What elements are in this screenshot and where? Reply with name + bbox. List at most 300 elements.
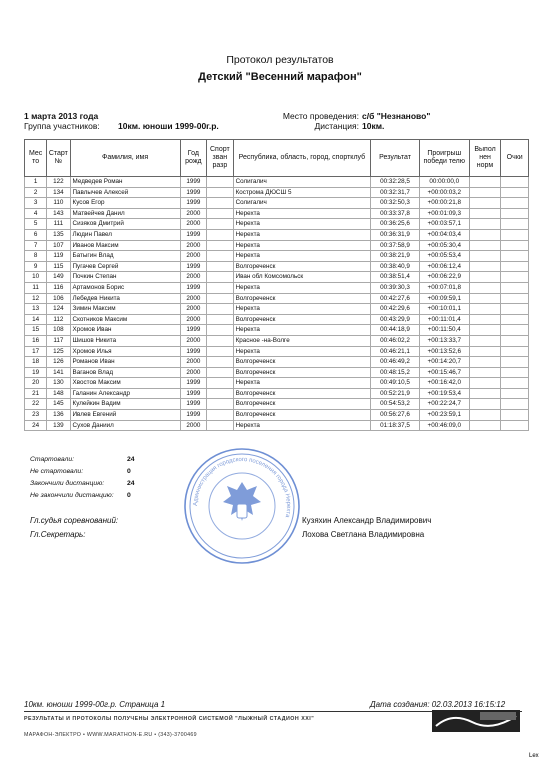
cell-name: Ивлев Евгений <box>70 410 180 421</box>
cell-sport-rank <box>207 410 233 421</box>
table-row <box>25 272 529 283</box>
cell-region-club: Волгореченск <box>233 314 371 325</box>
table-row <box>25 314 529 325</box>
table-row <box>25 293 529 304</box>
cell-start-number: 141 <box>47 367 70 378</box>
cell-birth-year: 1999 <box>180 378 206 389</box>
cell-birth-year: 2000 <box>180 240 206 251</box>
cell-gap: +00:19:53,4 <box>419 388 469 399</box>
cell-start-number: 106 <box>47 293 70 304</box>
cell-result: 00:44:18,9 <box>371 325 420 336</box>
cell-region-club: Волгореченск <box>233 388 371 399</box>
cell-gap: +00:15:46,7 <box>419 367 469 378</box>
stat-started-value: 24 <box>127 456 135 463</box>
cell-gap: +00:01:09,3 <box>419 208 469 219</box>
marathon-logo-icon <box>432 708 520 734</box>
stat-not-finished-label: Не закончили дистанцию: <box>30 492 114 499</box>
cell-start-number: 110 <box>47 198 70 209</box>
cell-region-club: Нерехта <box>233 282 371 293</box>
cell-result: 00:46:02,2 <box>371 335 420 346</box>
cell-gap: +00:09:59,1 <box>419 293 469 304</box>
cell-result: 00:52:21,9 <box>371 388 420 399</box>
cell-region-club: Солигалич <box>233 177 371 188</box>
cell-result: 00:32:50,3 <box>371 198 420 209</box>
cell-birth-year: 1999 <box>180 346 206 357</box>
stat-not-finished-value: 0 <box>127 492 131 499</box>
cell-sport-rank <box>207 357 233 368</box>
cell-norm <box>469 378 501 389</box>
cell-gap: +00:13:33,7 <box>419 335 469 346</box>
cell-birth-year: 2000 <box>180 208 206 219</box>
cell-points <box>501 251 529 262</box>
cell-place: 11 <box>25 282 47 293</box>
stat-finished-label: Закончили дистанцию: <box>30 480 105 487</box>
cell-place: 23 <box>25 410 47 421</box>
cell-region-club: Иван обл Комсомольск <box>233 272 371 283</box>
cell-gap: +00:11:50,4 <box>419 325 469 336</box>
cell-start-number: 122 <box>47 177 70 188</box>
judge-name: Кузяхин Александр Владимирович <box>302 516 432 525</box>
cell-points <box>501 272 529 283</box>
cell-gap: +00:46:09,0 <box>419 420 469 431</box>
cell-sport-rank <box>207 177 233 188</box>
footer-contacts: МАРАФОН-ЭЛЕКТРО • WWW.MARATHON-E.RU • (343)-3700469 <box>24 732 197 738</box>
header-sport-rank: Спорт зван разр <box>207 140 233 177</box>
cell-start-number: 108 <box>47 325 70 336</box>
cell-place: 21 <box>25 388 47 399</box>
table-header-row <box>25 140 529 177</box>
cell-gap: +00:14:20,7 <box>419 357 469 368</box>
cell-birth-year: 1999 <box>180 229 206 240</box>
cell-region-club: Нерехта <box>233 325 371 336</box>
table-row <box>25 367 529 378</box>
cell-region-club: Нерехта <box>233 229 371 240</box>
cell-place: 15 <box>25 325 47 336</box>
cell-name: Павлычев Алексей <box>70 187 180 198</box>
cell-start-number: 143 <box>47 208 70 219</box>
cell-points <box>501 240 529 251</box>
stat-not-started-value: 0 <box>127 468 131 475</box>
cell-sport-rank <box>207 219 233 230</box>
cell-result: 00:39:30,3 <box>371 282 420 293</box>
cell-birth-year: 1999 <box>180 325 206 336</box>
cell-sport-rank <box>207 378 233 389</box>
cell-place: 1 <box>25 177 47 188</box>
cell-gap: +00:13:52,6 <box>419 346 469 357</box>
cell-start-number: 139 <box>47 420 70 431</box>
cell-gap: +00:04:03,4 <box>419 229 469 240</box>
cell-name: Хвостов Максим <box>70 378 180 389</box>
table-row <box>25 357 529 368</box>
cell-start-number: 145 <box>47 399 70 410</box>
cell-points <box>501 420 529 431</box>
cell-name: Галанин Александр <box>70 388 180 399</box>
cell-place: 2 <box>25 187 47 198</box>
cell-name: Романов Иван <box>70 357 180 368</box>
cell-name: Почкин Степан <box>70 272 180 283</box>
cell-place: 14 <box>25 314 47 325</box>
cell-points <box>501 177 529 188</box>
cell-start-number: 130 <box>47 378 70 389</box>
cell-gap: +00:03:57,1 <box>419 219 469 230</box>
cell-points <box>501 208 529 219</box>
protocol-title: Протокол результатов <box>226 54 334 66</box>
cell-start-number: 149 <box>47 272 70 283</box>
cell-name: Хромов Иван <box>70 325 180 336</box>
cell-place: 4 <box>25 208 47 219</box>
cell-gap: 00:00:00,0 <box>419 177 469 188</box>
cell-region-club: Красное -на-Волге <box>233 335 371 346</box>
footer-created-date: Дата создания: 02.03.2013 16:15:12 <box>370 700 506 709</box>
cell-norm <box>469 410 501 421</box>
cell-result: 00:43:29,9 <box>371 314 420 325</box>
header-points: Очки <box>501 140 529 177</box>
table-row <box>25 335 529 346</box>
cell-norm <box>469 314 501 325</box>
stat-not-started-label: Не стартовали: <box>30 468 84 475</box>
official-seal-stamp <box>182 446 302 566</box>
cell-sport-rank <box>207 240 233 251</box>
cell-start-number: 117 <box>47 335 70 346</box>
cell-result: 00:42:29,6 <box>371 304 420 315</box>
cell-start-number: 135 <box>47 229 70 240</box>
cell-birth-year: 1999 <box>180 198 206 209</box>
cell-sport-rank <box>207 187 233 198</box>
cell-points <box>501 261 529 272</box>
cell-name: Скотников Максим <box>70 314 180 325</box>
cell-gap: +00:00:21,8 <box>419 198 469 209</box>
cell-norm <box>469 304 501 315</box>
cell-birth-year: 1999 <box>180 187 206 198</box>
secretary-name: Лохова Светлана Владимировна <box>302 530 425 539</box>
cell-points <box>501 357 529 368</box>
cell-points <box>501 229 529 240</box>
table-row <box>25 410 529 421</box>
cell-region-club: Солигалич <box>233 198 371 209</box>
cell-name: Лебедев Никита <box>70 293 180 304</box>
secretary-label: Гл.Секретарь: <box>30 530 86 539</box>
cell-name: Иванов Максим <box>70 240 180 251</box>
header-gap: Проигрыш победи телю <box>419 140 469 177</box>
cell-birth-year: 2000 <box>180 304 206 315</box>
cell-sport-rank <box>207 346 233 357</box>
cell-region-club: Волгореченск <box>233 367 371 378</box>
venue-value: с/б "Незнаново" <box>362 111 431 121</box>
cell-name: Медведев Роман <box>70 177 180 188</box>
cell-region-club: Нерехта <box>233 240 371 251</box>
table-row <box>25 229 529 240</box>
cell-start-number: 136 <box>47 410 70 421</box>
cell-result: 00:38:21,9 <box>371 251 420 262</box>
table-row <box>25 177 529 188</box>
table-row <box>25 198 529 209</box>
cell-result: 00:33:37,8 <box>371 208 420 219</box>
footer-software-note: РЕЗУЛЬТАТЫ И ПРОТОКОЛЫ ПОЛУЧЕНЫ ЭЛЕКТРОННОЙ СИСТЕМОЙ "ЛЫЖНЫЙ СТАДИОН XXI" <box>24 716 315 722</box>
cell-points <box>501 399 529 410</box>
cell-sport-rank <box>207 282 233 293</box>
cell-name: Хромов Илья <box>70 346 180 357</box>
cell-result: 00:56:27,6 <box>371 410 420 421</box>
cell-norm <box>469 240 501 251</box>
footer-page-info: 10км. юноши 1999-00г.р. Страница 1 <box>24 700 166 709</box>
cell-name: Ваганов Влад <box>70 367 180 378</box>
table-row <box>25 282 529 293</box>
group-label: Группа участников: <box>24 121 100 131</box>
cell-place: 6 <box>25 229 47 240</box>
cell-norm <box>469 420 501 431</box>
cell-norm <box>469 251 501 262</box>
cell-gap: +00:11:01,4 <box>419 314 469 325</box>
corner-watermark: Lex <box>529 753 539 759</box>
cell-birth-year: 1999 <box>180 282 206 293</box>
cell-birth-year: 1999 <box>180 388 206 399</box>
cell-norm <box>469 187 501 198</box>
cell-birth-year: 2000 <box>180 357 206 368</box>
cell-region-club: Волгореченск <box>233 357 371 368</box>
cell-norm <box>469 261 501 272</box>
cell-norm <box>469 219 501 230</box>
cell-sport-rank <box>207 304 233 315</box>
table-row <box>25 240 529 251</box>
cell-place: 5 <box>25 219 47 230</box>
cell-norm <box>469 208 501 219</box>
cell-points <box>501 378 529 389</box>
cell-region-club: Нерехта <box>233 304 371 315</box>
table-row <box>25 388 529 399</box>
table-row <box>25 251 529 262</box>
group-value: 10км. юноши 1999-00г.р. <box>118 121 219 131</box>
cell-points <box>501 410 529 421</box>
cell-result: 01:18:37,5 <box>371 420 420 431</box>
cell-name: Матвейчев Данил <box>70 208 180 219</box>
stat-finished-value: 24 <box>127 480 135 487</box>
cell-name: Артамонов Борис <box>70 282 180 293</box>
cell-name: Шишов Никита <box>70 335 180 346</box>
venue-label: Место проведения: <box>282 111 359 121</box>
judge-label: Гл.судья соревнований: <box>30 516 119 525</box>
distance-label: Дистанция: <box>314 121 359 131</box>
cell-place: 3 <box>25 198 47 209</box>
cell-sport-rank <box>207 229 233 240</box>
cell-birth-year: 1999 <box>180 399 206 410</box>
cell-place: 18 <box>25 357 47 368</box>
cell-sport-rank <box>207 388 233 399</box>
cell-start-number: 116 <box>47 282 70 293</box>
cell-norm <box>469 282 501 293</box>
cell-birth-year: 2000 <box>180 335 206 346</box>
cell-norm <box>469 335 501 346</box>
header-place: Мес то <box>25 140 47 177</box>
cell-gap: +00:06:12,4 <box>419 261 469 272</box>
cell-result: 00:49:10,5 <box>371 378 420 389</box>
cell-birth-year: 2000 <box>180 293 206 304</box>
cell-region-club: Нерехта <box>233 251 371 262</box>
cell-result: 00:37:58,9 <box>371 240 420 251</box>
cell-place: 20 <box>25 378 47 389</box>
cell-name: Сухов Даниил <box>70 420 180 431</box>
header-start-number: Старт № <box>47 140 70 177</box>
cell-region-club: Нерехта <box>233 208 371 219</box>
table-row <box>25 208 529 219</box>
cell-place: 17 <box>25 346 47 357</box>
cell-points <box>501 367 529 378</box>
cell-region-club: Нерехта <box>233 420 371 431</box>
cell-norm <box>469 272 501 283</box>
cell-sport-rank <box>207 335 233 346</box>
cell-sport-rank <box>207 208 233 219</box>
cell-norm <box>469 388 501 399</box>
cell-norm <box>469 399 501 410</box>
cell-sport-rank <box>207 251 233 262</box>
cell-region-club: Волгореченск <box>233 261 371 272</box>
cell-region-club: Волгореченск <box>233 410 371 421</box>
cell-place: 19 <box>25 367 47 378</box>
cell-result: 00:36:25,6 <box>371 219 420 230</box>
cell-result: 00:38:40,9 <box>371 261 420 272</box>
cell-points <box>501 335 529 346</box>
cell-region-club: Нерехта <box>233 346 371 357</box>
cell-points <box>501 282 529 293</box>
cell-norm <box>469 357 501 368</box>
cell-place: 22 <box>25 399 47 410</box>
cell-norm <box>469 346 501 357</box>
cell-name: Сизяков Дмитрий <box>70 219 180 230</box>
cell-sport-rank <box>207 399 233 410</box>
cell-start-number: 115 <box>47 261 70 272</box>
cell-place: 12 <box>25 293 47 304</box>
cell-points <box>501 187 529 198</box>
table-row <box>25 325 529 336</box>
cell-start-number: 126 <box>47 357 70 368</box>
cell-norm <box>469 367 501 378</box>
cell-result: 00:54:53,2 <box>371 399 420 410</box>
cell-start-number: 111 <box>47 219 70 230</box>
cell-points <box>501 346 529 357</box>
cell-points <box>501 293 529 304</box>
table-row <box>25 304 529 315</box>
cell-place: 13 <box>25 304 47 315</box>
distance-value: 10км. <box>362 121 385 131</box>
cell-place: 16 <box>25 335 47 346</box>
cell-gap: +00:22:24,7 <box>419 399 469 410</box>
cell-birth-year: 1999 <box>180 177 206 188</box>
cell-result: 00:46:49,2 <box>371 357 420 368</box>
cell-norm <box>469 325 501 336</box>
cell-region-club: Нерехта <box>233 219 371 230</box>
cell-region-club: Нерехта <box>233 378 371 389</box>
cell-place: 10 <box>25 272 47 283</box>
cell-name: Кулейкин Вадим <box>70 399 180 410</box>
cell-gap: +00:06:22,9 <box>419 272 469 283</box>
header-region-club: Республика, область, город, спортклуб <box>233 140 371 177</box>
cell-sport-rank <box>207 198 233 209</box>
cell-points <box>501 219 529 230</box>
cell-points <box>501 314 529 325</box>
cell-birth-year: 2000 <box>180 251 206 262</box>
table-row <box>25 420 529 431</box>
cell-place: 24 <box>25 420 47 431</box>
cell-place: 9 <box>25 261 47 272</box>
header-norm: Выпол нен норм <box>469 140 501 177</box>
cell-birth-year: 2000 <box>180 219 206 230</box>
table-row <box>25 219 529 230</box>
cell-sport-rank <box>207 420 233 431</box>
cell-birth-year: 1999 <box>180 410 206 421</box>
cell-birth-year: 1999 <box>180 261 206 272</box>
event-date: 1 марта 2013 года <box>24 111 99 121</box>
cell-norm <box>469 177 501 188</box>
cell-start-number: 125 <box>47 346 70 357</box>
cell-norm <box>469 293 501 304</box>
cell-region-club: Волгореченск <box>233 293 371 304</box>
cell-name: Кусов Егор <box>70 198 180 209</box>
cell-gap: +00:23:59,1 <box>419 410 469 421</box>
cell-sport-rank <box>207 293 233 304</box>
cell-result: 00:32:28,5 <box>371 177 420 188</box>
header-result: Результат <box>371 140 420 177</box>
seal-text: Администрация городского поселения города Нерехта <box>192 456 292 518</box>
cell-sport-rank <box>207 367 233 378</box>
cell-birth-year: 2000 <box>180 367 206 378</box>
event-title: Детский "Весенний марафон" <box>198 71 362 83</box>
cell-gap: +00:07:01,8 <box>419 282 469 293</box>
cell-gap: +00:16:42,0 <box>419 378 469 389</box>
table-row <box>25 346 529 357</box>
cell-result: 00:36:31,9 <box>371 229 420 240</box>
cell-norm <box>469 229 501 240</box>
cell-birth-year: 2000 <box>180 420 206 431</box>
cell-gap: +00:10:01,1 <box>419 304 469 315</box>
table-row <box>25 261 529 272</box>
stat-started-label: Стартовали: <box>30 456 75 463</box>
cell-result: 00:46:21,1 <box>371 346 420 357</box>
cell-start-number: 124 <box>47 304 70 315</box>
cell-sport-rank <box>207 272 233 283</box>
cell-start-number: 107 <box>47 240 70 251</box>
cell-region-club: Волгореченск <box>233 399 371 410</box>
table-row <box>25 399 529 410</box>
cell-name: Батыгин Влад <box>70 251 180 262</box>
cell-points <box>501 388 529 399</box>
cell-points <box>501 325 529 336</box>
cell-result: 00:42:27,6 <box>371 293 420 304</box>
cell-sport-rank <box>207 314 233 325</box>
cell-gap: +00:00:03,2 <box>419 187 469 198</box>
cell-name: Людин Павел <box>70 229 180 240</box>
cell-start-number: 119 <box>47 251 70 262</box>
table-row <box>25 187 529 198</box>
cell-birth-year: 2000 <box>180 314 206 325</box>
header-birth-year: Год рожд <box>180 140 206 177</box>
cell-result: 00:32:31,7 <box>371 187 420 198</box>
cell-points <box>501 304 529 315</box>
cell-start-number: 134 <box>47 187 70 198</box>
cell-start-number: 112 <box>47 314 70 325</box>
cell-place: 8 <box>25 251 47 262</box>
cell-sport-rank <box>207 325 233 336</box>
cell-sport-rank <box>207 261 233 272</box>
cell-gap: +00:05:30,4 <box>419 240 469 251</box>
cell-result: 00:38:51,4 <box>371 272 420 283</box>
table-row <box>25 378 529 389</box>
cell-place: 7 <box>25 240 47 251</box>
cell-start-number: 148 <box>47 388 70 399</box>
cell-points <box>501 198 529 209</box>
cell-norm <box>469 198 501 209</box>
header-name: Фамилия, имя <box>70 140 180 177</box>
cell-region-club: Кострома ДЮСШ 5 <box>233 187 371 198</box>
cell-birth-year: 2000 <box>180 272 206 283</box>
